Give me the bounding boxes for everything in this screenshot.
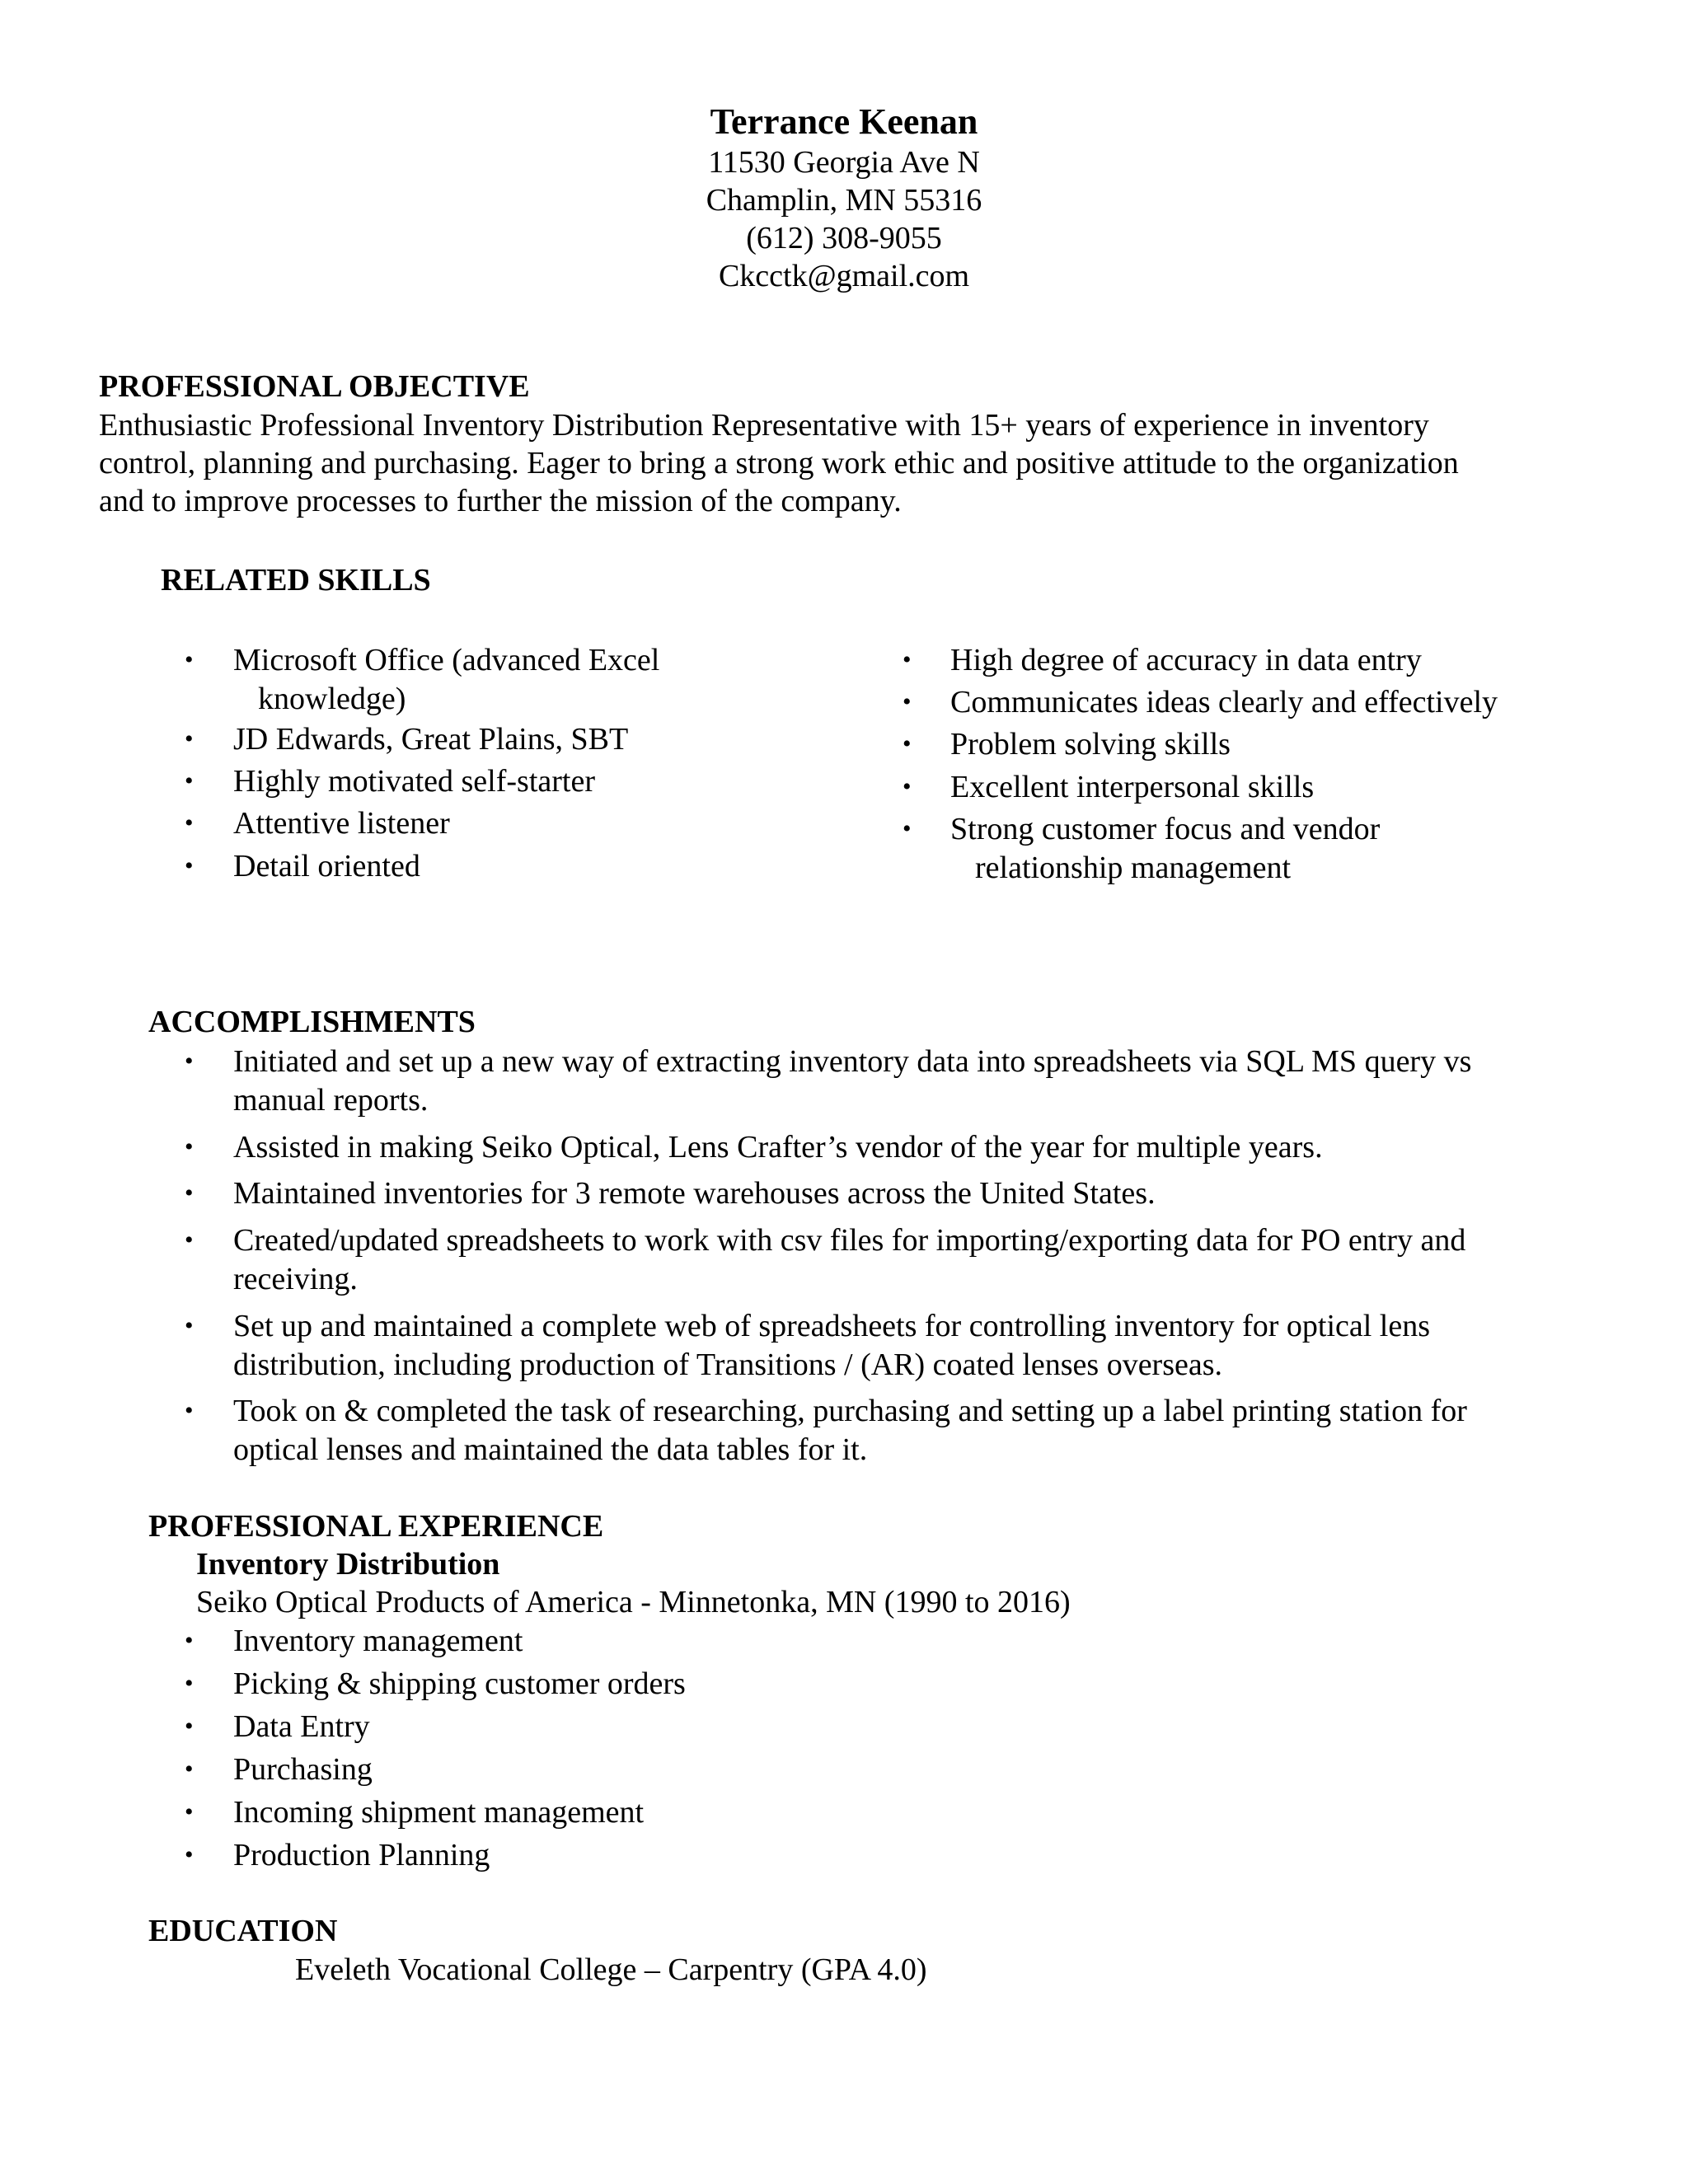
bullet-icon: • [185, 646, 194, 673]
education-entry: Eveleth Vocational College – Carpentry (GPA 4.0) [295, 1952, 927, 1987]
bullet-icon: • [903, 730, 912, 757]
bullet-icon: • [185, 1798, 194, 1825]
accomplishment-line: manual reports. [233, 1083, 429, 1118]
bullet-icon: • [185, 1226, 194, 1254]
skill-item: Communicates ideas clearly and effectively [950, 685, 1498, 719]
skill-item: Highly motivated self-starter [233, 764, 595, 799]
skill-item: Attentive listener [233, 806, 450, 841]
objective-line: Enthusiastic Professional Inventory Distribution Representative with 15+ years of experience in inventory [99, 408, 1429, 443]
bullet-icon: • [185, 1755, 194, 1783]
objective-heading: PROFESSIONAL OBJECTIVE [99, 369, 530, 404]
bullet-icon: • [185, 1047, 194, 1075]
accomplishment-line: Assisted in making Seiko Optical, Lens Crafter’s vendor of the year for multiple years. [233, 1130, 1323, 1165]
skill-item-continuation: relationship management [975, 851, 1292, 885]
skill-item: Microsoft Office (advanced Excel [233, 643, 660, 677]
bullet-icon: • [903, 646, 912, 673]
skill-item: Problem solving skills [950, 727, 1231, 762]
applicant-name: Terrance Keenan [710, 101, 978, 142]
bullet-icon: • [185, 1397, 194, 1424]
duty-item: Purchasing [233, 1752, 373, 1787]
skill-item: Excellent interpersonal skills [950, 770, 1315, 804]
bullet-icon: • [185, 852, 194, 879]
accomplishment-line: Created/updated spreadsheets to work with csv files for importing/exporting data for PO entry and [233, 1223, 1466, 1258]
skill-item: Strong customer focus and vendor [950, 812, 1381, 846]
contact-header [0, 101, 1688, 295]
city-state-zip: Champlin, MN 55316 [706, 183, 982, 218]
accomplishments-heading: ACCOMPLISHMENTS [148, 1005, 476, 1039]
skills-heading: RELATED SKILLS [161, 563, 431, 598]
accomplishment-line: distribution, including production of Transitions / (AR) coated lenses overseas. [233, 1347, 1223, 1382]
bullet-icon: • [185, 809, 194, 837]
duty-item: Picking & shipping customer orders [233, 1666, 686, 1701]
company-line: Seiko Optical Products of America - Minnetonka, MN (1990 to 2016) [196, 1585, 1071, 1619]
skill-item-continuation: knowledge) [258, 682, 406, 716]
bullet-icon: • [185, 1627, 194, 1654]
experience-heading: PROFESSIONAL EXPERIENCE [148, 1509, 604, 1544]
duty-item: Data Entry [233, 1709, 370, 1744]
email-address: Ckcctk@gmail.com [718, 259, 970, 293]
accomplishment-line: receiving. [233, 1262, 358, 1296]
skill-item: JD Edwards, Great Plains, SBT [233, 722, 629, 757]
skill-item: Detail oriented [233, 849, 420, 883]
duty-item: Incoming shipment management [233, 1795, 645, 1830]
accomplishment-line: Maintained inventories for 3 remote warehouses across the United States. [233, 1176, 1156, 1211]
job-title: Inventory Distribution [196, 1547, 500, 1582]
phone-number: (612) 308-9055 [746, 221, 942, 255]
skill-item: High degree of accuracy in data entry [950, 643, 1422, 677]
accomplishment-line: Initiated and set up a new way of extracting inventory data into spreadsheets via SQL MS query vs [233, 1044, 1472, 1079]
duty-item: Inventory management [233, 1624, 523, 1658]
bullet-icon: • [185, 1179, 194, 1207]
bullet-icon: • [185, 1312, 194, 1339]
bullet-icon: • [185, 1713, 194, 1740]
accomplishment-line: Took on & completed the task of researching, purchasing and setting up a label printing station for [233, 1394, 1467, 1428]
bullet-icon: • [903, 688, 912, 715]
accomplishment-line: Set up and maintained a complete web of spreadsheets for controlling inventory for optical lens [233, 1309, 1431, 1343]
bullet-icon: • [185, 1670, 194, 1697]
accomplishment-line: optical lenses and maintained the data tables for it. [233, 1432, 868, 1467]
bullet-icon: • [185, 725, 194, 752]
objective-line: and to improve processes to further the mission of the company. [99, 484, 902, 518]
education-heading: EDUCATION [148, 1914, 338, 1948]
bullet-icon: • [185, 1133, 194, 1160]
bullet-icon: • [903, 815, 912, 842]
duty-item: Production Planning [233, 1838, 490, 1872]
street-address: 11530 Georgia Ave N [708, 145, 980, 180]
bullet-icon: • [903, 773, 912, 800]
bullet-icon: • [185, 767, 194, 794]
objective-line: control, planning and purchasing. Eager to bring a strong work ethic and positive attitude to the organization [99, 446, 1459, 480]
bullet-icon: • [185, 1841, 194, 1868]
